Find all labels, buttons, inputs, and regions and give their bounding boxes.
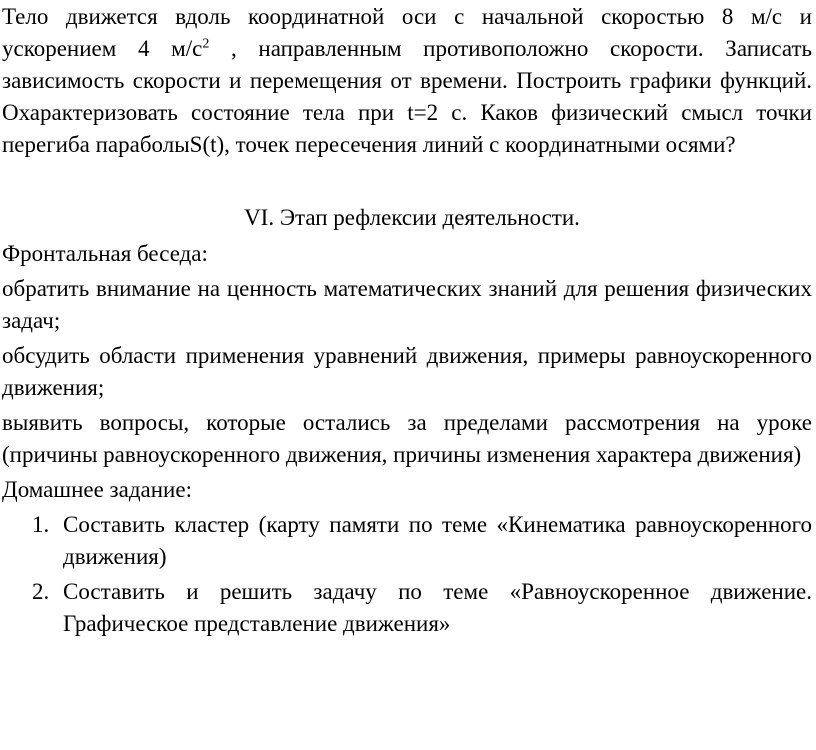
homework-item-number: 2.: [32, 579, 50, 604]
homework-item-2: [2, 576, 812, 640]
homework-item-text: Составить и решить задачу по теме «Равноускоренное движение. Графическое представление движения»: [63, 579, 812, 636]
discussion-item-1: обратить внимание на ценность математических знаний для решения физических задач;: [2, 276, 812, 333]
homework-item-text: Составить кластер (карту памяти по теме «Кинематика равноускоренного движения): [63, 512, 812, 569]
discussion-item-3: выявить вопросы, которые остались за пределами рассмотрения на уроке (причины равноускоренного движения, причины изменения характера движения): [2, 410, 812, 467]
homework-list: [2, 509, 812, 640]
problem-text-start: Тело движется вдоль координатной оси с начальной скоростью 8 м/с и ускорением 4 м/с: [2, 4, 812, 61]
homework-item-number: 1.: [32, 512, 50, 537]
frontal-conversation-label: Фронтальная беседа:: [2, 241, 208, 266]
problem-paragraph: [2, 1, 812, 161]
problem-exponent: 2: [202, 36, 210, 52]
homework-item-1: [2, 509, 812, 573]
homework-label: Домашнее задание:: [2, 477, 192, 502]
section-heading: VI. Этап рефлексии деятельности.: [244, 205, 580, 230]
problem-text-end: , направленным противоположно скорости. Записать зависимость скорости и перемещения от времени. Построить графики функций. Охарактеризовать состояние тела при t=2 с. Каков физический смысл точки перегиба параболыS(t), точек пересечения линий с координатными осями?: [2, 36, 812, 157]
discussion-item-2: обсудить области применения уравнений движения, примеры равноускоренного движения;: [2, 343, 812, 400]
spacer: [2, 161, 812, 202]
